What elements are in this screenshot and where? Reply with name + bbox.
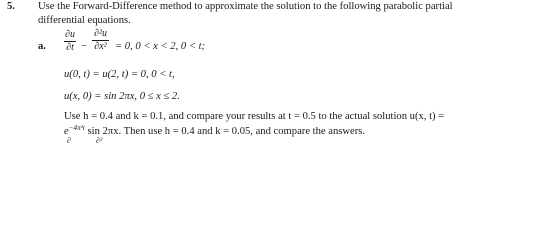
intro-text-line1: Use the Forward-Difference method to approximate the solution to the following parabolic partial [38, 1, 453, 12]
minus-sign: − [81, 41, 87, 52]
cutoff-fraction-numerator-2: ∂² [96, 136, 103, 143]
instructions-line2-text: sin 2πx. Then use h = 0.4 and k = 0.05, and compare the answers. [84, 126, 366, 137]
instructions-line1: Use h = 0.4 and k = 0.1, and compare your results at t = 0.5 to the actual solution u(x, t) = [64, 111, 445, 122]
time-derivative-numerator: ∂u [65, 29, 75, 40]
part-a-label: a. [38, 41, 46, 52]
next-part-cutoff [0, 136, 537, 143]
initial-condition: u(x, 0) = sin 2πx, 0 ≤ x ≤ 2. [64, 91, 180, 102]
exponential-exponent: −4π²t [68, 124, 85, 132]
pde-domain: = 0, 0 < x < 2, 0 < t; [115, 41, 206, 52]
second-derivative-denominator: ∂x² [94, 41, 107, 52]
boundary-condition: u(0, t) = u(2, t) = 0, 0 < t, [64, 69, 175, 80]
problem-number: 5. [7, 1, 15, 12]
exponential-base: e [64, 126, 69, 137]
time-derivative-fraction [64, 30, 76, 53]
second-derivative-numerator: ∂²u [94, 28, 107, 39]
time-derivative-denominator: ∂t [66, 42, 74, 53]
cutoff-fraction-numerator-1: ∂ [67, 136, 71, 143]
intro-text-line2: differential equations. [38, 15, 131, 26]
second-space-derivative-fraction [92, 29, 109, 52]
